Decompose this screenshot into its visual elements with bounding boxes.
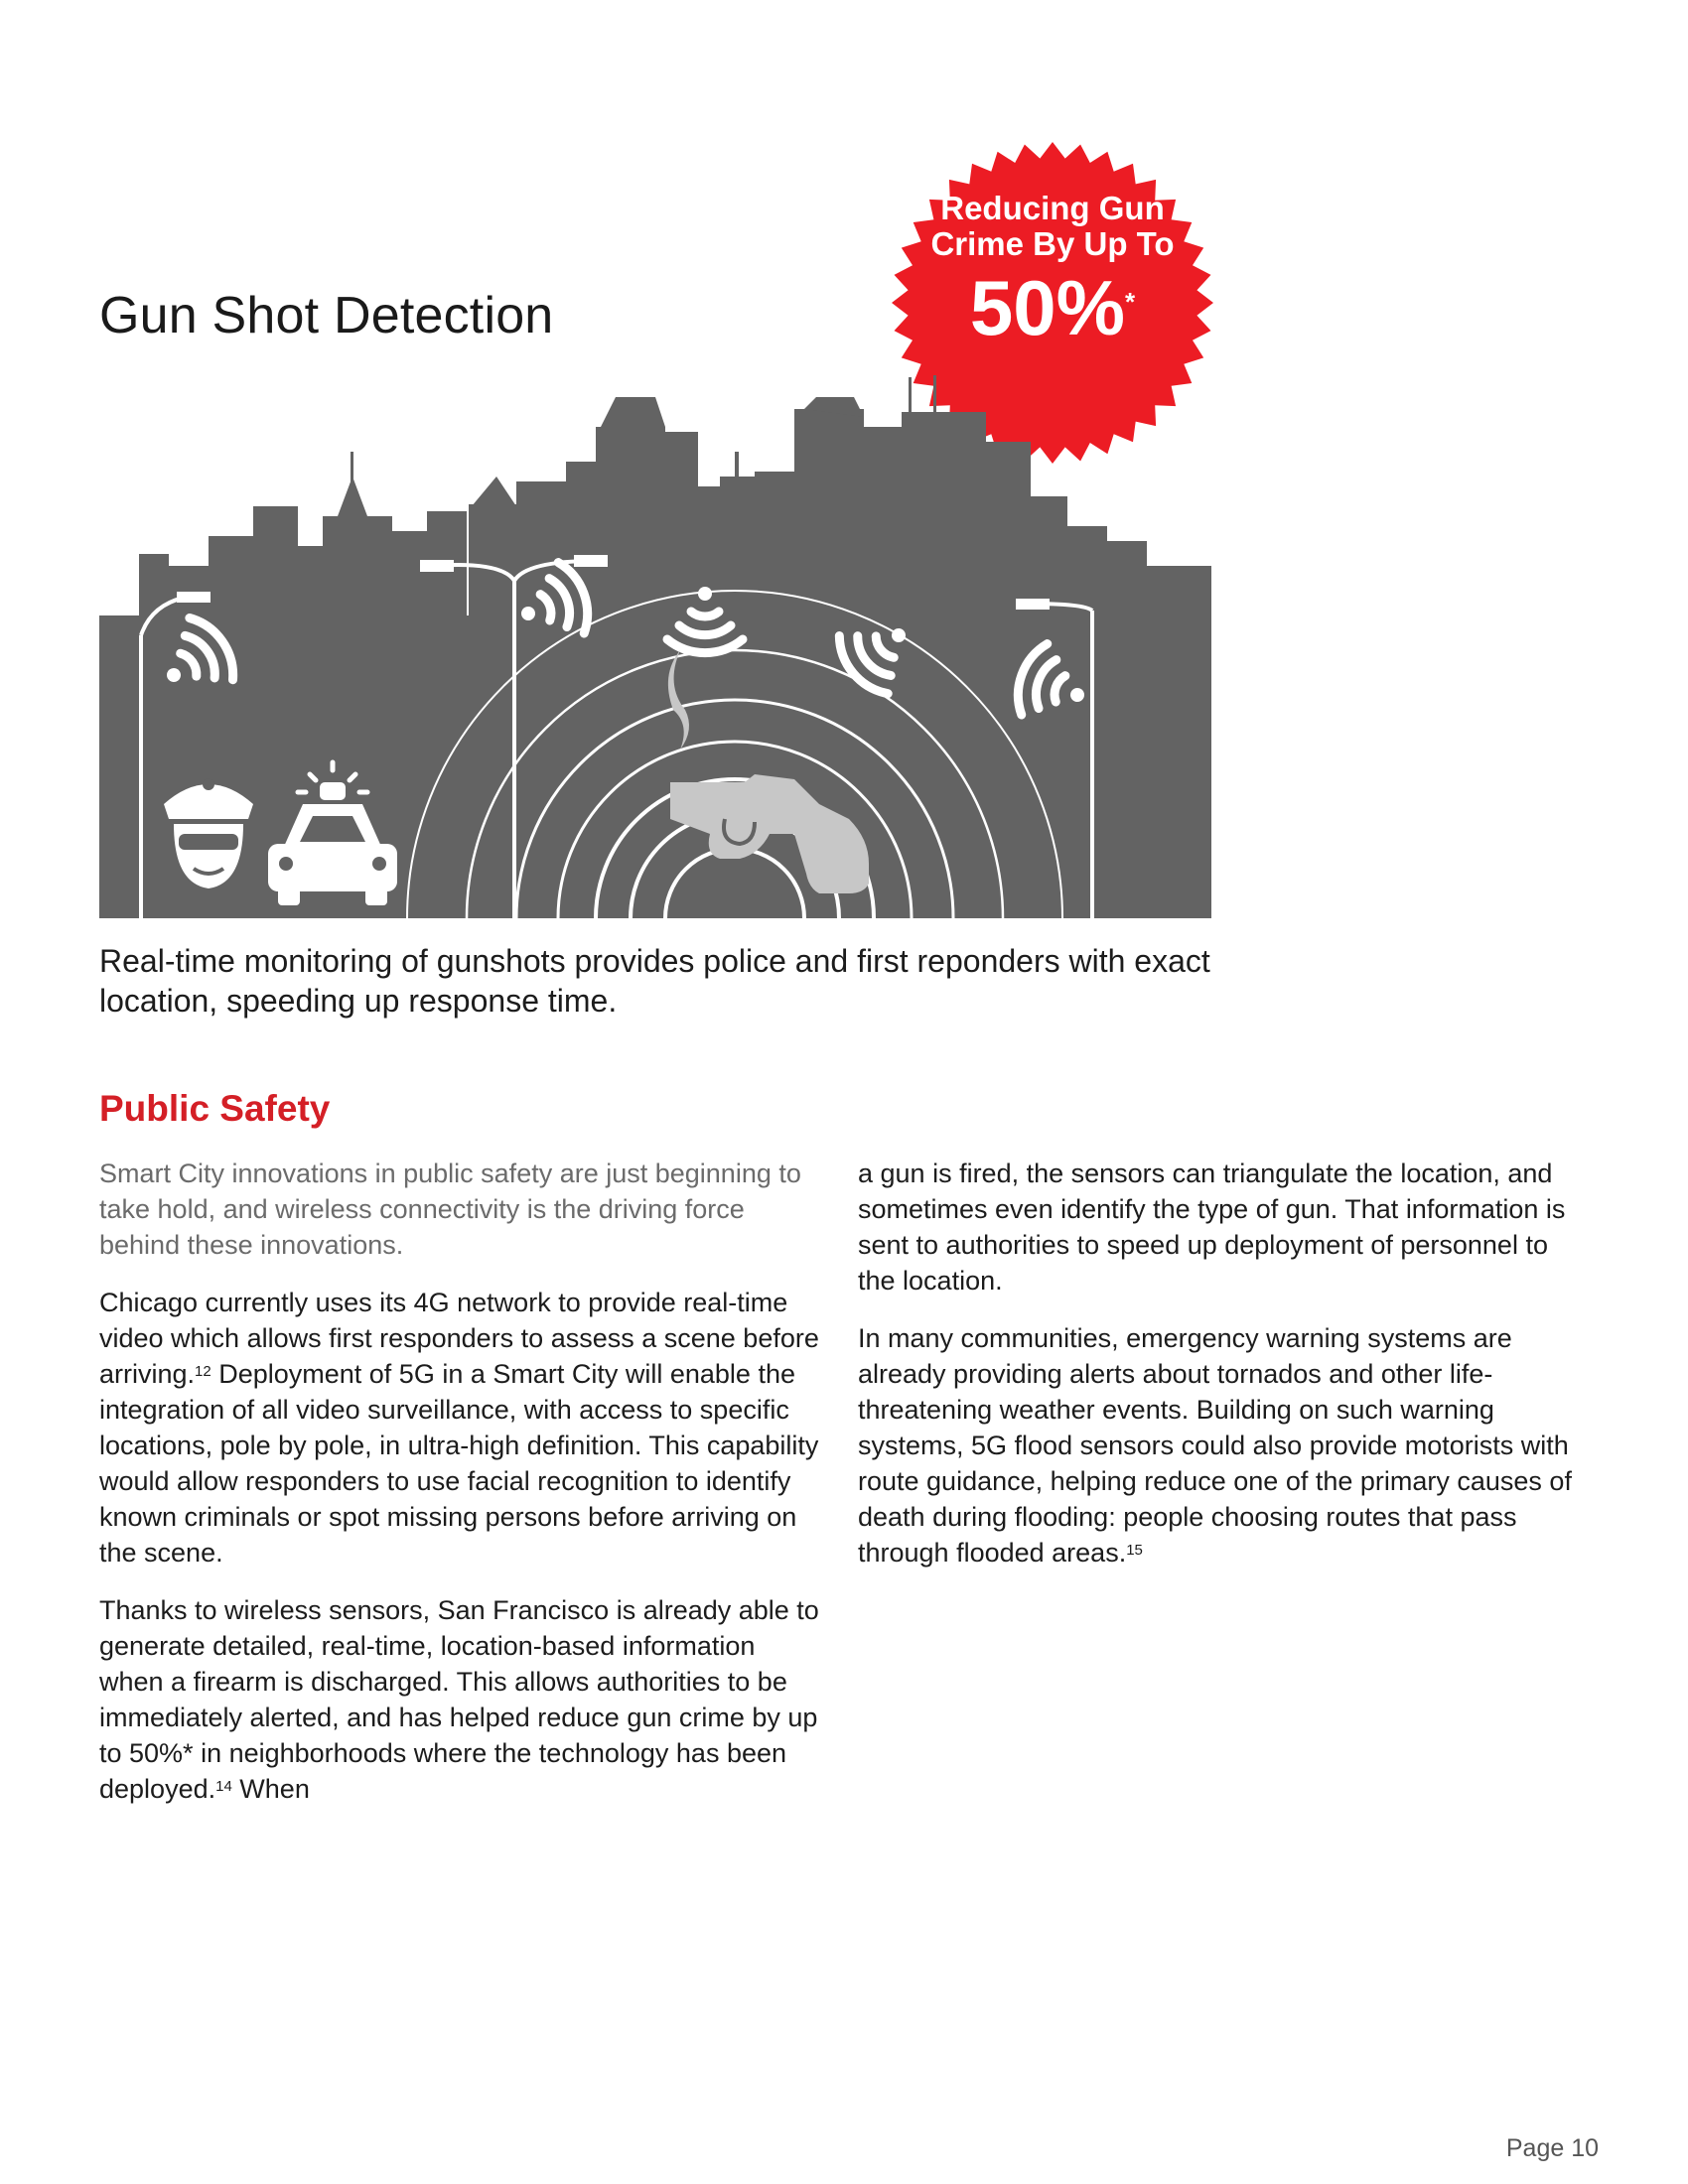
illustration-caption: Real-time monitoring of gunshots provides police and first reponders with exact location, speeding up response time. [99, 943, 1210, 1019]
footnote-ref: 14 [215, 1778, 232, 1795]
gunshot-detection-illustration [99, 367, 1211, 918]
badge-stat-mark: * [1125, 287, 1136, 317]
left-column [99, 1156, 824, 1829]
body-paragraph: Thanks to wireless sensors, San Francisco is already able to generate detailed, real-time, location-based information when a firearm is discharged. This allows authorities to be immediately alerted, and has helped reduce gun crime by up to 50%* in neighborhoods where the technology has been deployed.$^{14}$ When [99, 1595, 819, 1804]
section-title: Public Safety [99, 1088, 331, 1129]
lead-paragraph: Smart City innovations in public safety are just beginning to take hold, and wireless connectivity is the driving force behind these innovations. [99, 1159, 801, 1260]
badge-stat [889, 266, 1216, 349]
badge-stat-value: 50% [969, 264, 1125, 351]
footnote-ref: 12 [195, 1363, 211, 1380]
page-title: Gun Shot Detection [99, 287, 554, 344]
body-paragraph: a gun is fired, the sensors can triangulate the location, and sometimes even identify the type of gun. That information is sent to authorities to speed up deployment of personnel to the location. [858, 1159, 1566, 1296]
badge-line-2: Crime By Up To [930, 225, 1175, 262]
footnote-ref: 15 [1126, 1542, 1143, 1559]
body-paragraph: Chicago currently uses its 4G network to provide real-time video which allows first responders to assess a scene before arriving.$^{12}$ Deployment of 5G in a Smart City will enable the integration of all video surveillance, with access to specific locations, pole by pole, in ultra-high definition. This capability would allow responders to use facial recognition to identify known criminals or spot missing persons before arriving on the scene. [99, 1288, 819, 1568]
body-paragraph: In many communities, emergency warning systems are already providing alerts about tornados and other life-threatening weather events. Building on such warning systems, 5G flood sensors could also provide motorists with route guidance, helping reduce one of the primary causes of death during flooding: people choosing routes that pass through flooded areas.$^{15}$ [858, 1323, 1572, 1568]
badge-line-1: Reducing Gun [940, 190, 1165, 226]
page-number: Page 10 [1505, 2134, 1599, 2162]
right-column [858, 1156, 1583, 1592]
